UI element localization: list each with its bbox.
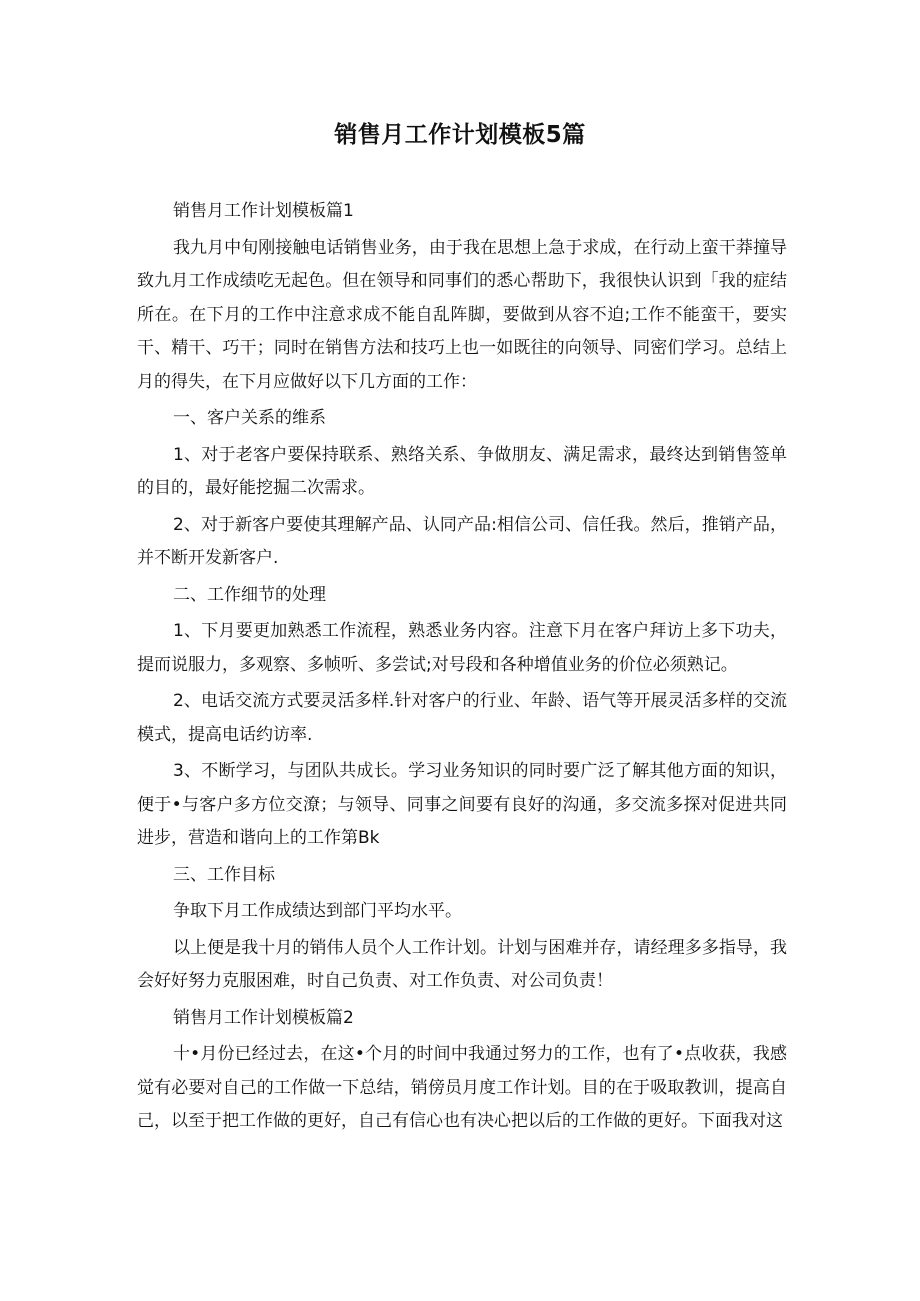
paragraph-part-2-intro: 十•月份已经过去，在这•个月的时间中我通过努力的工作，也有了•点收获，我感觉有必要对自己的工作做一下总结，销傍员月度工作计划。目的在于吸取教训，提高自己，以至于把工作做的更好，自己有信心也有决心把以后的工作做的更好。下面我对这 (137, 1044, 787, 1131)
document-title: 销售月工作计划模板5篇 (334, 122, 586, 148)
paragraph-intro: 我九月中旬刚接触电话销售业务，由于我在思想上急于求成，在行动上蛮干莽撞导致九月工作成绩吃无起色。但在领导和同事们的悉心帮助下，我很快认识到「我的症结所在。在下月的工作中注意求成不能自乱阵脚，要做到从容不迫;工作不能蛮干，要实干、精干、巧干；同时在销售方法和技巧上也一如既往的向领导、同密们学习。总结上月的得失，在下月应做好以下几方面的工作： (137, 237, 787, 392)
section-heading-customer-relations: 一、客户关系的维系 (173, 408, 326, 428)
document-body (137, 195, 787, 1139)
paragraph-new-customers: 2、对于新客户要使其理解产品、认同产品:相信公司、信任我。然后，推销产品，并不断开发新客户. (137, 514, 787, 568)
paragraph-goal: 争取下月工作成绩达到部门平均水平。 (173, 901, 462, 921)
paragraph-phone-communication: 2、电话交流方式要灵活多样.针对客户的行业、年龄、语气等开展灵活多样的交流模式，提高电话约访率. (137, 691, 787, 745)
paragraph-workflow: 1、下月要更加熟悉工作流程，熟悉业务内容。注意下月在客户拜访上多下功夫，提而说服力，多观察、多帧听、多尝试;对号段和各种增值业务的价位必须熟记。 (137, 621, 787, 675)
section-heading-work-details: 二、工作细节的处理 (173, 584, 326, 605)
paragraph-closing: 以上便是我十月的销伟人员个人工作计划。计划与困难并存，请经理多多指导，我会好好努力克服困难，时自己负责、对工作负责、对公司负责！ (137, 937, 787, 991)
section-heading-part-1: 销售月工作计划模板篇1 (173, 201, 354, 221)
section-heading-part-2: 销售月工作计划模板篇2 (173, 1007, 354, 1028)
paragraph-old-customers: 1、对于老客户要保持联系、熟络关系、争做朋友、满足需求，最终达到销售签单的目的，最好能挖掘二次需求。 (137, 444, 787, 498)
paragraph-continuous-learning: 3、不断学习，与团队共成长。学习业务知识的同时要广泛了解其他方面的知识，便于•与客户多方位交潦；与领导、同事之间要有良好的沟通，多交流多探对促进共同进步，营造和谐向上的工作第Bk (137, 761, 787, 848)
section-heading-work-goals: 三、工作目标 (173, 864, 275, 885)
